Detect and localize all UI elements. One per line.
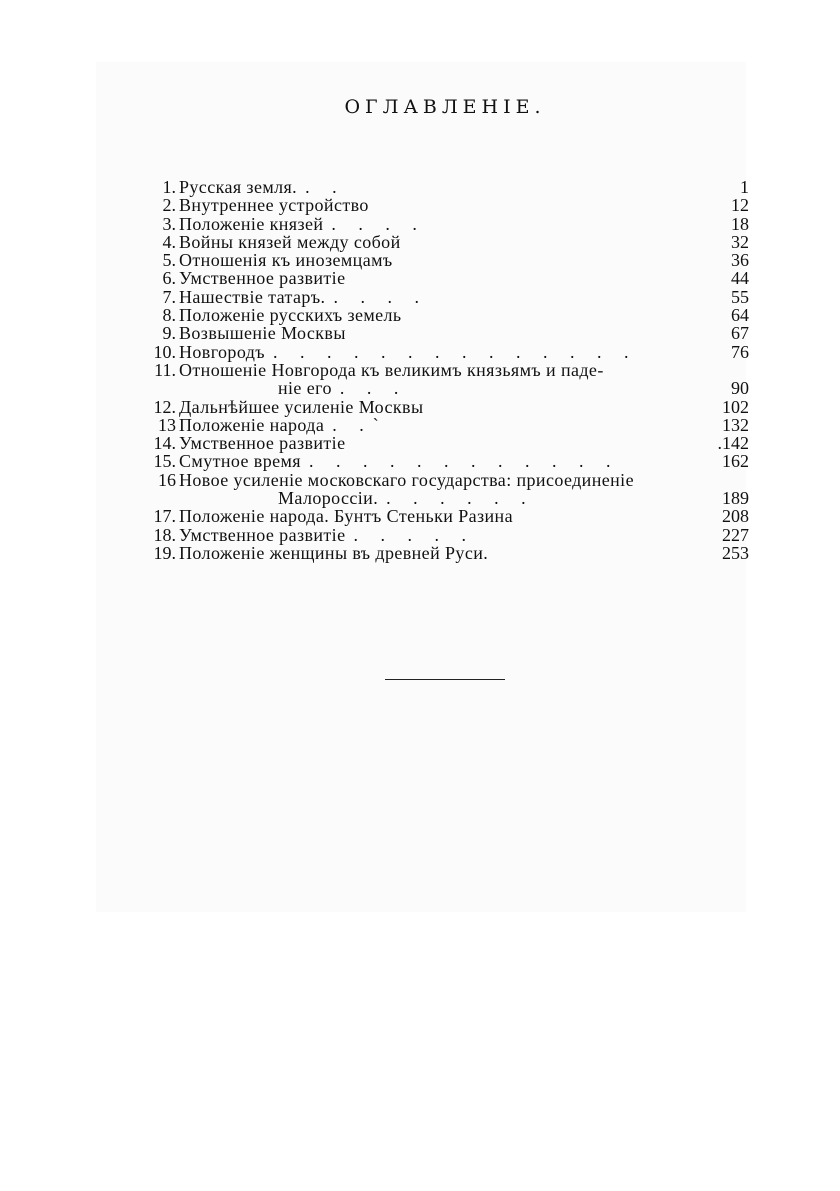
toc-page-number: 64 [731, 305, 749, 326]
toc-entry-number: 11. [154, 359, 176, 380]
toc-entry-title: Положеніе народа. Бунтъ Стеньки Разина [179, 506, 513, 527]
toc-entry-title: Новое усиленіе московскаго государства: присоединеніе [179, 469, 634, 490]
toc-leader-dots: . . . . [331, 213, 426, 234]
toc-entry-number: 4. [162, 231, 176, 252]
toc-page-number: 18 [731, 213, 749, 234]
toc-entry-number: 14. [153, 433, 176, 454]
toc-entry [140, 434, 760, 452]
toc-page-number: 12 [731, 195, 749, 216]
toc-page-number: 227 [722, 524, 749, 545]
toc-entry-title: Нашествіе татаръ. [179, 286, 326, 307]
divider-rule [385, 679, 505, 680]
toc-entry-number: 10. [153, 341, 176, 362]
toc-page-number: 132 [722, 414, 749, 435]
toc-page-number: 1 [740, 177, 749, 197]
toc-entry [140, 196, 760, 214]
toc-entry [140, 215, 760, 233]
toc-entry-title: Новгородъ [179, 341, 265, 362]
toc-entry-number: 7. [162, 286, 176, 307]
toc-entry-number: 15. [153, 451, 176, 472]
toc-entry [140, 269, 760, 287]
toc-entry-title: Малороссіи. [278, 488, 379, 509]
toc-page-number: 76 [731, 341, 749, 362]
toc-entry [140, 288, 760, 306]
toc-entry-title: ніе его [278, 378, 332, 399]
toc-page-number: 67 [731, 323, 749, 344]
toc-entry-title: Положеніе женщины въ древней Руси. [179, 542, 489, 563]
toc-entry [140, 544, 760, 562]
toc-leader-dots: . .` [332, 414, 388, 435]
toc-entry-title: Внутреннее устройство [179, 195, 369, 216]
toc-page-number: 208 [722, 506, 749, 527]
toc-entry [140, 416, 760, 434]
toc-entry [140, 452, 760, 470]
toc-entry [140, 471, 760, 489]
table-of-contents [140, 178, 760, 562]
toc-entry-number: 13 [158, 414, 176, 435]
toc-entry [140, 343, 760, 361]
toc-entry-title: Умственное развитіе [179, 433, 346, 454]
toc-entry-title: Отношенія къ иноземцамъ [179, 250, 393, 271]
toc-leader-dots: . . . . . . . . . . . . . . [272, 341, 638, 362]
toc-page-number: 253 [722, 542, 749, 563]
toc-leader-dots: . . . . . . . . . . . . [308, 451, 620, 472]
toc-entry-title: Дальнѣйшее усиленіе Москвы [179, 396, 424, 417]
toc-entry-title: Войны князей между собой [179, 231, 401, 252]
toc-entry-title: Русская земля. [179, 177, 298, 197]
toc-page-number: 55 [731, 286, 749, 307]
toc-entry-number: 5. [162, 250, 176, 271]
toc-entry-title: Положеніе князей [179, 213, 324, 234]
toc-entry-number: 17. [153, 506, 176, 527]
toc-page-number: 36 [731, 250, 749, 271]
toc-entry-title: Положеніе народа [179, 414, 325, 435]
toc-entry [140, 306, 760, 324]
toc-page-number: 102 [722, 396, 749, 417]
toc-entry [140, 324, 760, 342]
toc-entry-number: 18. [153, 524, 176, 545]
toc-leader-dots: . . [305, 177, 346, 197]
toc-entry [140, 379, 760, 397]
toc-entry-number: 8. [162, 305, 176, 326]
toc-entry-number: 9. [162, 323, 176, 344]
toc-entry [140, 398, 760, 416]
toc-entry [140, 526, 760, 544]
toc-entry [140, 251, 760, 269]
toc-entry [140, 361, 760, 379]
toc-entry-title: Положеніе русскихъ земель [179, 305, 402, 326]
toc-leader-dots: . . . . [333, 286, 428, 307]
page-title: ОГЛАВЛЕНІЕ. [344, 96, 546, 118]
toc-page-number: 32 [731, 231, 749, 252]
toc-entry [140, 489, 760, 507]
toc-entry [140, 178, 760, 196]
toc-entry-title: Смутное время [179, 451, 301, 472]
toc-entry [140, 233, 760, 251]
toc-entry-number: 19. [153, 542, 176, 563]
toc-entry-number: 6. [162, 268, 176, 289]
toc-entry-number: 2. [162, 195, 176, 216]
toc-entry-number: 3. [162, 213, 176, 234]
toc-page-number: 90 [731, 378, 749, 399]
toc-page-number: 44 [731, 268, 749, 289]
toc-page-number: 189 [722, 488, 749, 509]
toc-entry [140, 507, 760, 525]
toc-page-number: .142 [717, 433, 749, 454]
toc-leader-dots: . . . [339, 378, 408, 399]
toc-entry-title: Умственное развитіе [179, 524, 346, 545]
toc-entry-number: 1. [162, 177, 176, 197]
toc-entry-number: 12. [153, 396, 176, 417]
toc-entry-title: Возвышеніе Москвы [179, 323, 346, 344]
toc-leader-dots: . . . . . [353, 524, 475, 545]
toc-leader-dots: . . . . . . [386, 488, 535, 509]
toc-entry-number: 16 [158, 469, 176, 490]
toc-entry-title: Отношеніе Новгорода къ великимъ князьямъ и паде- [179, 359, 604, 380]
toc-page-number: 162 [722, 451, 749, 472]
toc-entry-title: Умственное развитіе [179, 268, 346, 289]
